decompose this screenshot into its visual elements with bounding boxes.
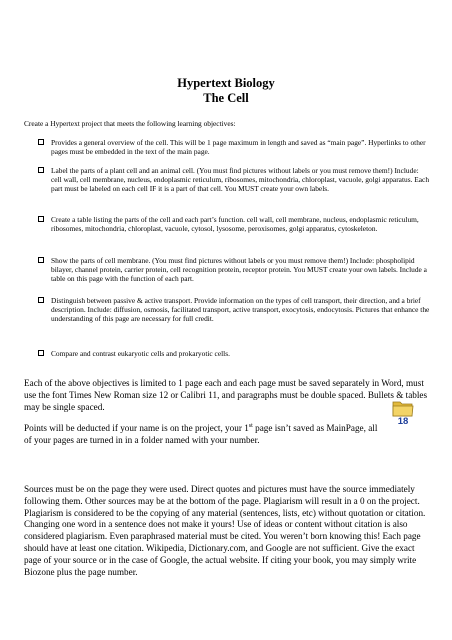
objective-text: Compare and contrast eukaryotic cells and prokaryotic cells. — [51, 349, 230, 358]
checkbox-icon[interactable] — [38, 139, 44, 145]
objective-item — [38, 215, 430, 233]
checkbox-icon[interactable] — [38, 257, 44, 263]
objective-text: Show the parts of cell membrane. (You must find pictures without labels or you must remove them!) Include: phospholipid bilayer, channel protein, carrier protein, cell recognition protein, receptor protein. You MUST create your own labels. Include a table on this page with the function of each part. — [51, 256, 427, 283]
objective-item — [38, 349, 430, 358]
objective-text: Label the parts of a plant cell and an animal cell. (You must find pictures without labels or you must remove them!) Include: cell wall, cell membrane, nucleus, endoplasmic reticulum, ribosomes, mitochondria, chloroplast, vacuole, golgi apparatus. Each part must be labeled on each cell IF it is a part of that cell. You MUST create your own labels. — [51, 166, 430, 193]
objective-item — [38, 296, 430, 323]
page-subtitle: The Cell — [203, 91, 249, 105]
checkbox-icon[interactable] — [38, 297, 44, 303]
deductions-text-b: page isn’t saved as MainPage, all of your pages are turned in in a folder named with your number. — [24, 423, 378, 445]
page-title: Hypertext Biology — [177, 76, 275, 90]
folder-icon — [392, 398, 414, 428]
folder-number-badge: 18 — [397, 416, 409, 427]
paragraph-deductions — [24, 423, 384, 447]
objective-text: Provides a general overview of the cell. This will be 1 page maximum in length and saved as “main page”. Hyperlinks to other pages must be embedded in the text of the main page. — [51, 138, 426, 156]
objective-item — [38, 138, 430, 156]
paragraph-format-rules: Each of the above objectives is limited to 1 page each and each page must be saved separately in Word, must use the font Times New Roman size 12 or Calibri 11, and paragraphs must be double spaced. Bullets & tables may be single spaced. — [24, 378, 428, 412]
objective-item — [38, 166, 430, 193]
objective-text: Distinguish between passive & active transport. Provide information on the types of cell transport, their direction, and a brief description. Include: diffusion, osmosis, facilitated transport, active transport, exocytosis, endocytosis. Pictures that enhance the understanding of this page are necessary for full credit. — [51, 296, 430, 323]
superscript: st — [248, 422, 253, 429]
checkbox-icon[interactable] — [38, 167, 44, 173]
objective-text: Create a table listing the parts of the cell and each part’s function. cell wall, cell membrane, nucleus, endoplasmic reticulum, ribosomes, mitochondria, chloroplast, vacuole, cytosol, lysosome, peroxisomes, golgi apparatus, cytoskeleton. — [51, 215, 419, 233]
deductions-text-a: Points will be deducted if your name is on the project, your 1 — [24, 423, 249, 433]
intro-text: Create a Hypertext project that meets the following learning objectives: — [24, 119, 236, 128]
checkbox-icon[interactable] — [38, 350, 44, 356]
objective-item — [38, 256, 430, 283]
checkbox-icon[interactable] — [38, 216, 44, 222]
paragraph-sources: Sources must be on the page they were used. Direct quotes and pictures must have the source immediately following them. Other sources may be at the bottom of the page. Plagiarism will result in a 0 on the project. Plagiarism is considered to be the copying of any material (sentences, lists, etc) without quotation or citation. Changing one word in a sentence does not make it yours! Use of ideas or content without citation is also considered plagiarism. Even paraphrased material must be cited. You weren’t born knowing this! Each page should have at least one citation. Wikipedia, Dictionary.com, and Google are not sufficient. Give the exact page of your source or in the case of Google, the actual website. If citing your book, you may simply write Biozone plus the page number. — [24, 484, 426, 577]
